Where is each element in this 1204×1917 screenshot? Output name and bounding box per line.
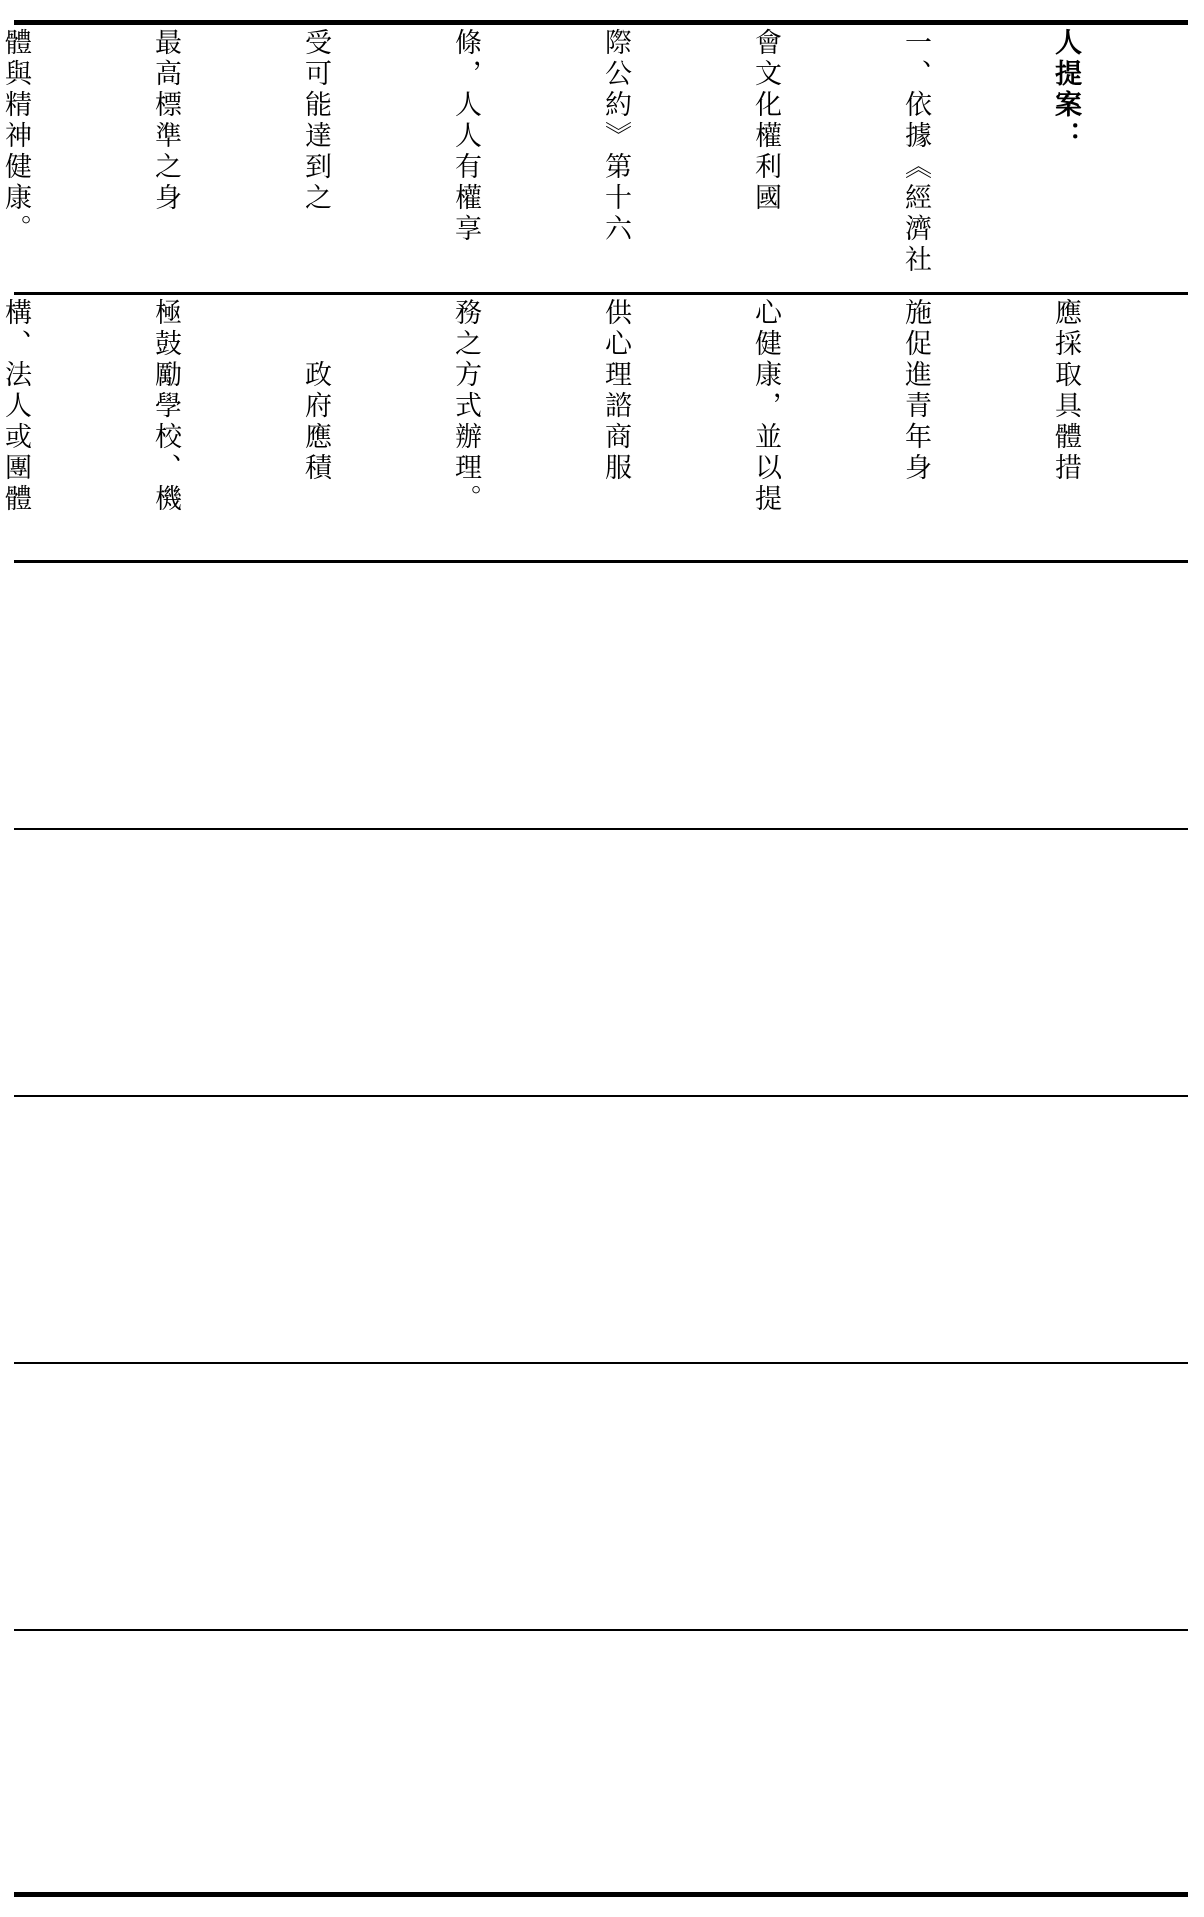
text-line: 政府應積 xyxy=(300,298,331,484)
row-divider-1 xyxy=(14,292,1188,295)
empty-band-4 xyxy=(0,830,1204,1095)
text-line: 構、法人或團體 xyxy=(0,298,31,515)
text-line: 最高標準之身 xyxy=(150,28,181,214)
text-line: 務之方式辦理。 xyxy=(450,298,481,515)
text-line: 會文化權利國 xyxy=(750,28,781,214)
text-line: 施促進青年身 xyxy=(900,298,931,484)
vertical-text-block-1 xyxy=(0,28,1190,292)
empty-band-5 xyxy=(0,1097,1204,1362)
bottom-rule xyxy=(14,1892,1188,1897)
text-line: 一、依據《經濟社 xyxy=(900,28,931,276)
text-line: 極鼓勵學校、機 xyxy=(150,298,181,515)
text-line: 條，人人有權享 xyxy=(450,28,481,245)
top-rule xyxy=(14,20,1188,25)
text-band-2 xyxy=(0,298,1204,560)
text-band-1 xyxy=(0,28,1204,292)
text-line: 心健康，並以提 xyxy=(750,298,781,515)
empty-band-3 xyxy=(0,563,1204,828)
text-line: 應採取具體措 xyxy=(1050,298,1081,484)
text-line: 供心理諮商服 xyxy=(600,298,631,484)
empty-band-6 xyxy=(0,1364,1204,1629)
text-line: 體與精神健康。 xyxy=(0,28,31,245)
text-line: 人提案： xyxy=(1050,28,1081,152)
text-line: 際公約》第十六 xyxy=(600,28,631,245)
text-line: 受可能達到之 xyxy=(300,28,331,214)
empty-band-7 xyxy=(0,1631,1204,1892)
vertical-text-block-2 xyxy=(0,298,1190,560)
